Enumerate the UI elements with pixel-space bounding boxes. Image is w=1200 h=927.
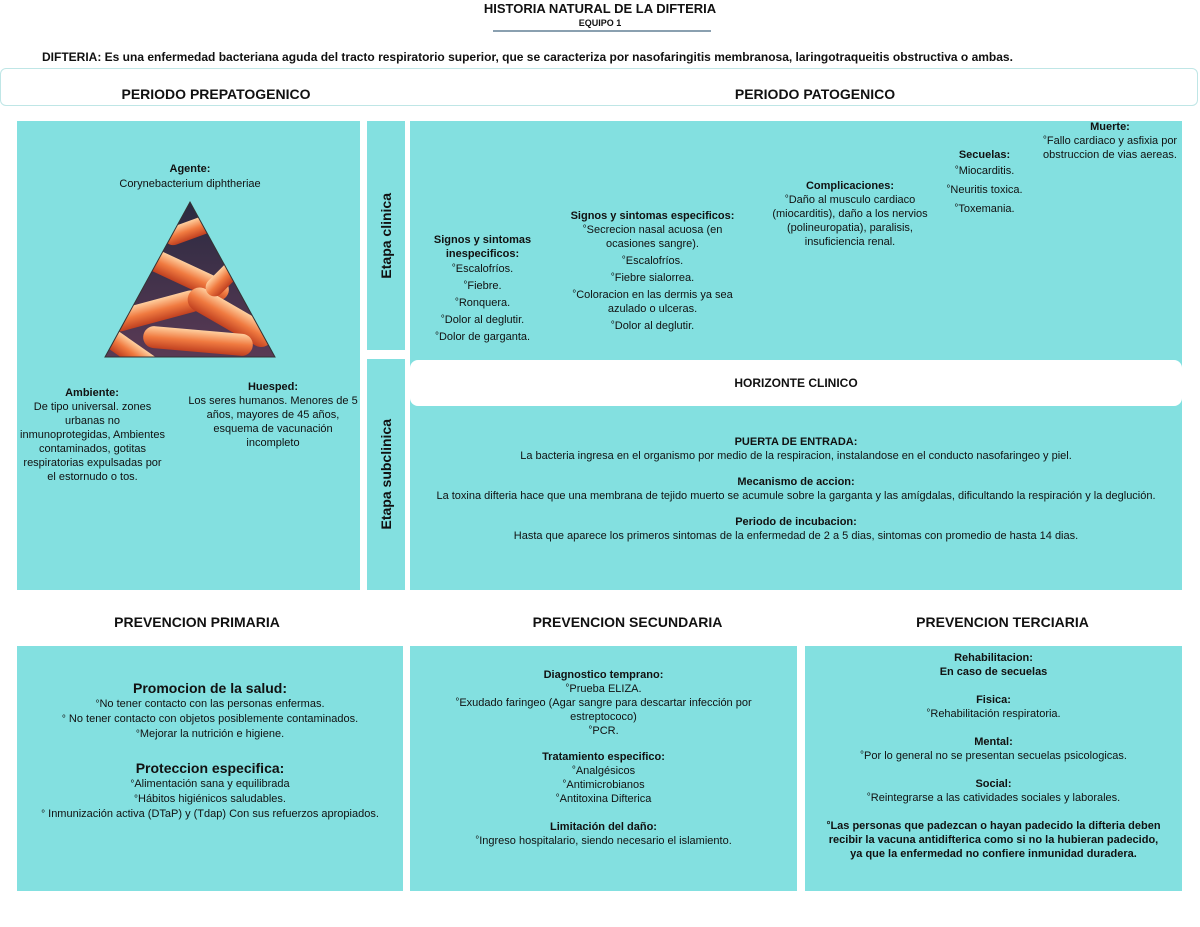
list-item: ° Por lo general no se presentan secuelas psicologicas.: [823, 749, 1164, 763]
list-item: ° Coloracion en las dermis ya sea azulado o ulceras.: [560, 288, 745, 316]
etapa-subclinica-label: [367, 359, 405, 590]
list-item: ° Antitoxina Difterica: [432, 792, 775, 806]
mecanismo-text: La toxina difteria hace que una membrana de tejido muerto se acumule sobre la garganta y las amígdalas, dificultando la respiración y la deglución.: [436, 490, 1156, 502]
prevencion-primaria-panel: [17, 646, 403, 891]
subclinica-info: [415, 435, 1177, 543]
muerte-title: Muerte:: [1090, 121, 1130, 133]
definition-text: DIFTERIA: Es una enfermedad bacteriana aguda del tracto respiratorio superior, que se caracteriza por nasofaringitis membranosa, laringotraqueitis obstructiva o ambas.: [42, 50, 1013, 64]
list-item: ° Fiebre sialorrea.: [560, 271, 745, 285]
proteccion-title: Proteccion especifica:: [135, 760, 285, 776]
horizonte-clinico-bar: [410, 360, 1182, 406]
etapa-subclinica-text: Etapa subclinica: [378, 419, 394, 530]
prepatogenic-header: PERIODO PREPATOGENICO: [121, 86, 311, 102]
ambiente-title: Ambiente:: [65, 387, 119, 399]
list-item: ° Hábitos higiénicos saludables.: [17, 792, 403, 807]
rehab-subtitle: En caso de secuelas: [939, 666, 1048, 678]
tratamiento-title: Tratamiento especifico:: [542, 751, 665, 763]
prevencion-terciaria-header: PREVENCION TERCIARIA: [916, 614, 1089, 630]
list-item: ° Prueba ELIZA.: [432, 682, 775, 696]
prevencion-secundaria-panel: [410, 646, 797, 891]
rehab-title: Rehabilitacion:: [954, 652, 1033, 664]
muerte: [1040, 120, 1180, 162]
agente-text: Corynebacterium diphtheriae: [119, 178, 261, 190]
list-item: ° Ingreso hospitalario, siendo necesario el islamiento.: [432, 834, 775, 848]
signos-inespecificos: [420, 233, 545, 344]
list-item: ° Rehabilitación respiratoria.: [823, 707, 1164, 721]
inespecificos-title: Signos y sintomas inespecificos:: [433, 234, 532, 260]
diagnostico-title: Diagnostico temprano:: [543, 669, 664, 681]
puerta-text: La bacteria ingresa en el organismo por medio de la respiracion, instalandose en el conducto nasofaringeo y piel.: [520, 450, 1072, 462]
list-item: ° Fiebre.: [420, 279, 545, 293]
etapa-clinica-text: Etapa clinica: [378, 192, 394, 279]
limitacion-title: Limitación del daño:: [550, 821, 657, 833]
mental-title: Mental:: [974, 736, 1013, 748]
list-item: ° Dolor al deglutir.: [420, 313, 545, 327]
promocion-title: Promocion de la salud:: [132, 680, 288, 696]
pathogenic-header: PERIODO PATOGENICO: [734, 86, 896, 102]
list-item: ° Neuritis toxica.: [932, 183, 1037, 197]
list-item: ° Fallo cardiaco y asfixia por obstruccion de vias aereas.: [1040, 134, 1180, 162]
list-item: ° Toxemania.: [932, 202, 1037, 216]
page-title: HISTORIA NATURAL DE LA DIFTERIA: [483, 1, 717, 16]
signos-especificos: [560, 209, 745, 333]
list-item: ° Escalofríos.: [420, 262, 545, 276]
horizonte-clinico-label: HORIZONTE CLINICO: [734, 376, 858, 390]
list-item: ° Daño al musculo cardiaco (miocarditis), daño a los nervios (polineuropatia), paralisis, insuficiencia renal.: [760, 193, 940, 249]
secuelas-title: Secuelas:: [958, 149, 1011, 161]
agente-title: Agente:: [169, 163, 211, 175]
ambiente-text: De tipo universal. zones urbanas no inmunoprotegidas, Ambientes contaminados, gotitas respiratorias expulsadas por el estornudo o tos.: [20, 401, 165, 483]
list-item: ° Dolor al deglutir.: [560, 319, 745, 333]
list-item: ° Miocarditis.: [932, 164, 1037, 178]
bacteria-triangle-image: [103, 200, 277, 358]
title-underline: [493, 30, 711, 32]
list-item: ° No tener contacto con objetos posiblemente contaminados.: [17, 712, 403, 727]
list-item: ° Antimicrobianos: [432, 778, 775, 792]
complicaciones: [760, 179, 940, 249]
prevencion-terciaria-panel: [805, 646, 1182, 891]
prevencion-primaria-header: PREVENCION PRIMARIA: [114, 614, 280, 630]
list-item: ° PCR.: [432, 724, 775, 738]
terciaria-note: ° Las personas que padezcan o hayan padecido la difteria deben recibir la vacuna antidifterica como si no la hubieran padecido, ya que la enfermedad no confiere inmunidad duradera.: [823, 819, 1164, 861]
huesped-text: Los seres humanos. Menores de 5 años, mayores de 45 años, esquema de vacunación incompleto: [188, 395, 358, 449]
fisica-title: Fisica:: [976, 694, 1011, 706]
prevencion-secundaria-header: PREVENCION SECUNDARIA: [532, 614, 723, 630]
secuelas: [932, 148, 1037, 216]
list-item: ° Reintegrarse a las catividades sociales y laborales.: [823, 791, 1164, 805]
incubacion-text: Hasta que aparece los primeros sintomas de la enfermedad de 2 a 5 dias, sintomas con promedio de hasta 14 dias.: [513, 530, 1079, 542]
list-item: ° Inmunización activa (DTaP) y (Tdap) Con sus refuerzos apropiados.: [17, 807, 403, 822]
incubacion-title: Periodo de incubacion:: [735, 516, 857, 528]
list-item: ° Ronquera.: [420, 296, 545, 310]
list-item: ° No tener contacto con las personas enfermas.: [17, 697, 403, 712]
list-item: ° Analgésicos: [432, 764, 775, 778]
huesped-title: Huesped:: [247, 381, 299, 393]
mecanismo-title: Mecanismo de accion:: [737, 476, 855, 488]
page-subtitle: EQUIPO 1: [578, 18, 622, 28]
list-item: ° Alimentación sana y equilibrada: [17, 777, 403, 792]
list-item: ° Dolor de garganta.: [420, 330, 545, 344]
list-item: ° Secrecion nasal acuosa (en ocasiones sangre).: [560, 223, 745, 251]
list-item: ° Exudado faringeo (Agar sangre para descartar infección por estreptococo): [432, 696, 775, 724]
puerta-title: PUERTA DE ENTRADA:: [734, 436, 858, 448]
list-item: ° Mejorar la nutrición e higiene.: [17, 727, 403, 742]
especificos-title: Signos y sintomas especificos:: [570, 210, 735, 222]
social-title: Social:: [975, 778, 1012, 790]
etapa-clinica-label: [367, 121, 405, 350]
complicaciones-title: Complicaciones:: [805, 180, 895, 192]
list-item: ° Escalofríos.: [560, 254, 745, 268]
